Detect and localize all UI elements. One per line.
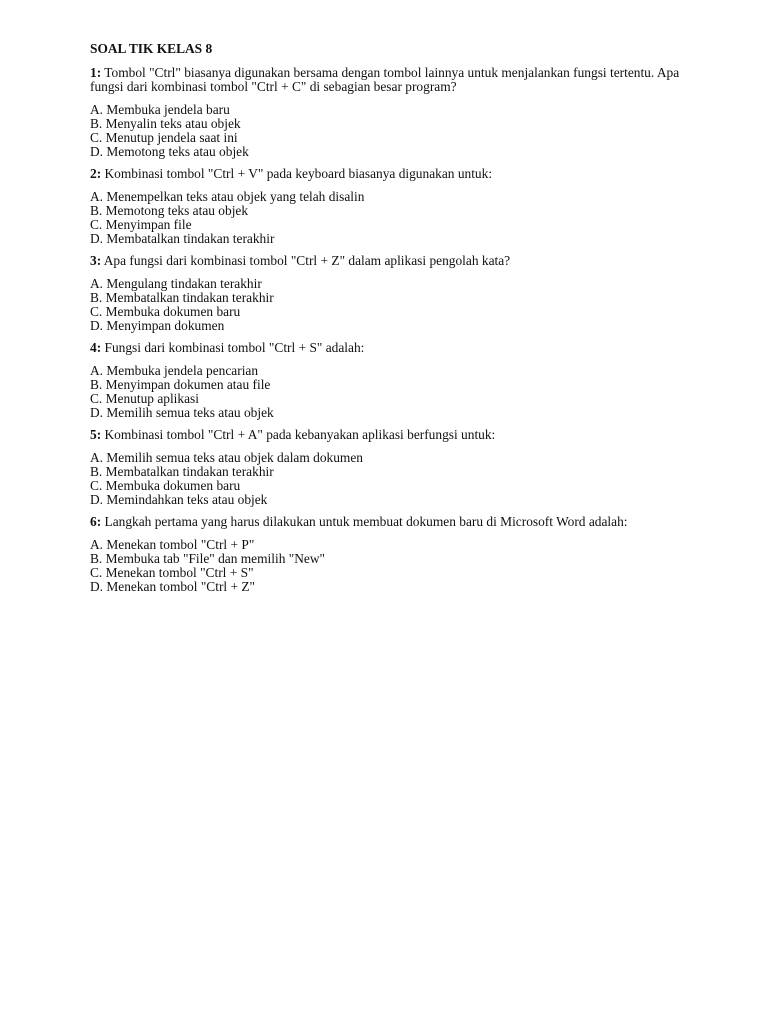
option-b: B. Membatalkan tindakan terakhir [90, 289, 274, 305]
question-text: Langkah pertama yang harus dilakukan untuk membuat dokumen baru di Microsoft Word adalah: [104, 514, 628, 530]
option-c: C. Menekan tombol "Ctrl + S" [90, 565, 254, 581]
question-3 [90, 254, 690, 268]
option-a: A. Menekan tombol "Ctrl + P" [90, 536, 255, 552]
question-5 [90, 428, 690, 442]
option-c: C. Menutup jendela saat ini [90, 130, 238, 146]
options-list-5 [90, 451, 690, 508]
options-list-4 [90, 364, 690, 421]
question-text: Kombinasi tombol "Ctrl + A" pada kebanyakan aplikasi berfungsi untuk: [104, 427, 496, 443]
option-d: D. Memindahkan teks atau objek [90, 492, 268, 508]
question-2 [90, 167, 690, 181]
document-page [90, 42, 690, 603]
option-a: A. Memilih semua teks atau objek dalam dokumen [90, 449, 363, 465]
option-c: C. Menyimpan file [90, 217, 192, 233]
option-b: B. Menyalin teks atau objek [90, 115, 241, 131]
option-c: C. Menutup aplikasi [90, 391, 199, 407]
document-title: SOAL TIK KELAS 8 [90, 41, 213, 56]
option-c: C. Membuka dokumen baru [90, 304, 241, 320]
option-b: B. Memotong teks atau objek [90, 202, 249, 218]
question-6 [90, 515, 690, 529]
option-a: A. Membuka jendela pencarian [90, 362, 259, 378]
option-a: A. Menempelkan teks atau objek yang telah disalin [90, 188, 365, 204]
question-text: Tombol "Ctrl" biasanya digunakan bersama dengan tombol lainnya untuk menjalankan fungsi tertentu. Apa fungsi dari kombinasi tombol "Ctrl + C" di sebagian besar program? [90, 65, 680, 95]
question-number: 6: [90, 514, 102, 530]
question-1 [90, 66, 690, 94]
question-4 [90, 341, 690, 355]
option-b: B. Menyimpan dokumen atau file [90, 376, 271, 392]
option-d: D. Memotong teks atau objek [90, 144, 249, 160]
option-a: A. Membuka jendela baru [90, 101, 230, 117]
options-list-2 [90, 190, 690, 247]
option-b: B. Membatalkan tindakan terakhir [90, 463, 274, 479]
option-d: D. Menyimpan dokumen [90, 318, 225, 334]
question-text: Apa fungsi dari kombinasi tombol "Ctrl + Z" dalam aplikasi pengolah kata? [103, 253, 511, 269]
question-text: Fungsi dari kombinasi tombol "Ctrl + S" adalah: [104, 340, 365, 356]
question-number: 3: [90, 253, 102, 269]
option-c: C. Membuka dokumen baru [90, 478, 241, 494]
question-number: 5: [90, 427, 102, 443]
question-number: 4: [90, 340, 102, 356]
option-d: D. Memilih semua teks atau objek [90, 405, 274, 421]
options-list-6 [90, 538, 690, 595]
question-number: 1: [90, 65, 102, 81]
option-d: D. Menekan tombol "Ctrl + Z" [90, 579, 256, 595]
options-list-1 [90, 103, 690, 160]
option-d: D. Membatalkan tindakan terakhir [90, 231, 275, 247]
options-list-3 [90, 277, 690, 334]
option-b: B. Membuka tab "File" dan memilih "New" [90, 550, 325, 566]
question-text: Kombinasi tombol "Ctrl + V" pada keyboard biasanya digunakan untuk: [104, 166, 493, 182]
question-number: 2: [90, 166, 102, 182]
option-a: A. Mengulang tindakan terakhir [90, 275, 262, 291]
